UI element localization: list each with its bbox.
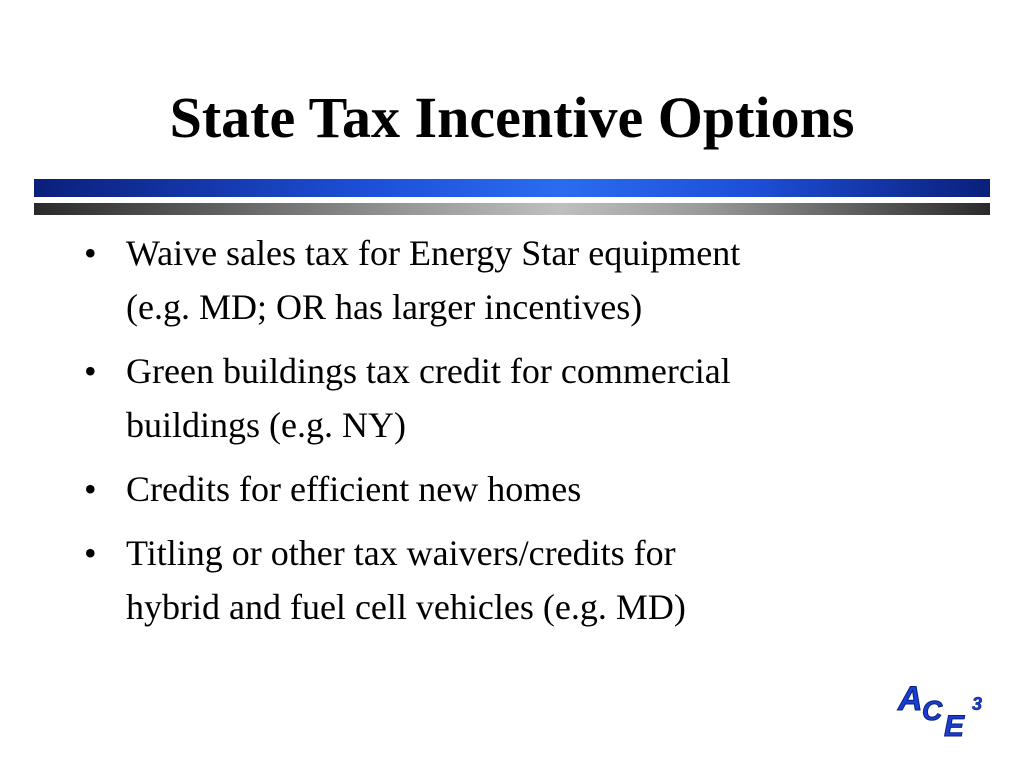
logo-letter: C [922, 695, 943, 726]
bullet-item [84, 526, 934, 634]
bullet-icon: • [84, 469, 97, 509]
title-divider-blue [34, 179, 990, 197]
bullet-item [84, 226, 934, 334]
bullet-text-line: buildings (e.g. NY) [126, 405, 406, 445]
bullet-text-line: Waive sales tax for Energy Star equipment [126, 233, 741, 273]
bullet-item [84, 344, 934, 452]
logo-letter: 3 [972, 694, 983, 714]
bullet-list [84, 226, 934, 644]
bullet-icon: • [84, 233, 97, 273]
bullet-icon: • [84, 533, 97, 573]
slide-title: State Tax Incentive Options [169, 85, 855, 150]
bullet-text-line: Credits for efficient new homes [126, 469, 582, 509]
ace3-logo [896, 680, 996, 740]
logo-letter: A [898, 680, 923, 718]
bullet-text-line: Titling or other tax waivers/credits for [126, 533, 676, 573]
bullet-icon: • [84, 351, 97, 391]
bullet-text-line: (e.g. MD; OR has larger incentives) [126, 287, 643, 327]
logo-letter: E [944, 710, 965, 740]
bullet-text-line: hybrid and fuel cell vehicles (e.g. MD) [126, 587, 686, 627]
bullet-text-line: Green buildings tax credit for commercial [126, 351, 731, 391]
bullet-item [84, 462, 934, 516]
title-divider-gray [34, 203, 990, 215]
